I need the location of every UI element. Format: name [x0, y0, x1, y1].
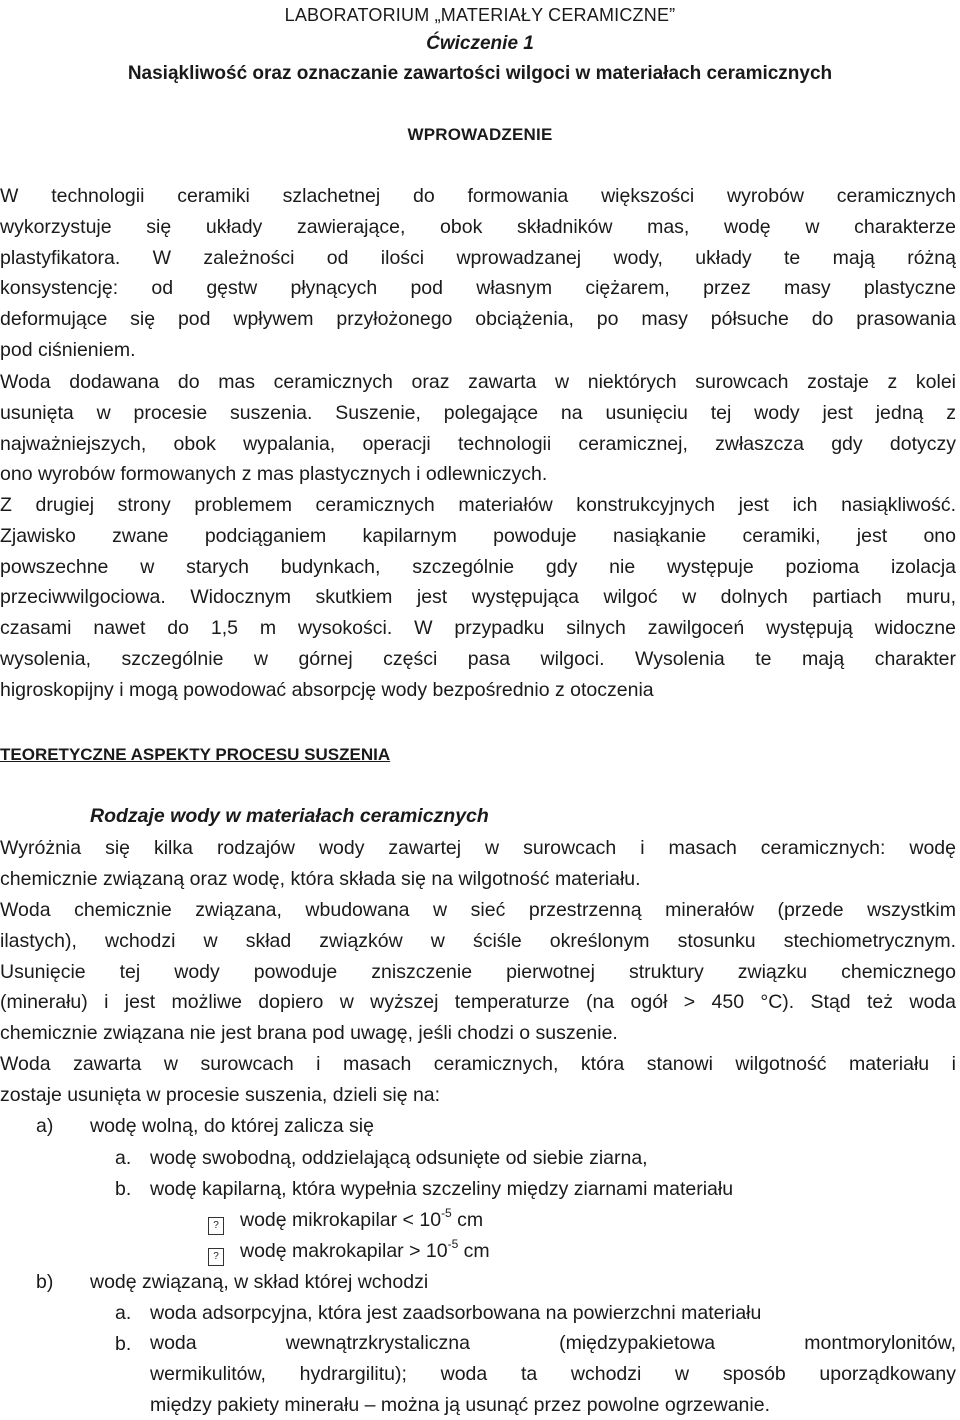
list-marker-a1: a. — [115, 1147, 132, 1169]
text-line: woda wewnątrzkrystaliczna (międzypakietowa montmorylonitów, — [150, 1332, 956, 1354]
text-line: deformujące się pod wpływem przyłożonego obciążenia, po masy półsuche do prasowania — [0, 308, 956, 331]
list-item-free-water: wodę wolną, do której zalicza się — [90, 1115, 374, 1137]
bullet-text: wodę mikrokapilar < 10 — [240, 1209, 442, 1231]
list-item-adsorption-water: woda adsorpcyjna, która jest zaadsorbowana na powierzchni materiału — [150, 1302, 762, 1324]
text-line: W technologii ceramiki szlachetnej do formowania większości wyrobów ceramicznych — [0, 185, 956, 207]
text-line: wysolenia, szczególnie w górnej części pasa wilgoci. Wysolenia te mają charakter — [0, 647, 956, 670]
text-line: plastyfikatora. W zależności od ilości wprowadzanej wody, układy te mają różną — [0, 246, 956, 269]
text-line: Woda zawarta w surowcach i masach ceramicznych, która stanowi wilgotność materiału i — [0, 1053, 956, 1075]
text-line: ilastych), wchodzi w skład związków w ściśle określonym stosunku stechiometrycznym. — [0, 929, 956, 952]
text-line: Usunięcie tej wody powoduje zniszczenie pierwotnej struktury związku chemicznego — [0, 960, 956, 983]
text-line: wermikulitów, hydrargilitu); woda ta wchodzi w sposób uporządkowany — [150, 1362, 956, 1385]
text-line: konsystencję: od gęstw płynących pod własnym ciężarem, przez masy plastyczne — [0, 277, 956, 300]
text-line: Z drugiej strony problemem ceramicznych materiałów konstrukcyjnych jest ich nasiąkliwość. — [0, 494, 956, 516]
lab-title: LABORATORIUM „MATERIAŁY CERAMICZNE” — [284, 5, 676, 25]
list-marker-a: a) — [36, 1115, 54, 1137]
exponent: -5 — [441, 1206, 452, 1220]
exponent: -5 — [447, 1237, 459, 1251]
theory-paragraph-3 — [0, 1049, 956, 1111]
text-line: ono wyrobów formowanych z mas plastycznych i odlewniczych. — [0, 463, 548, 486]
subsection-heading-water-types: Rodzaje wody w materiałach ceramicznych — [90, 805, 489, 827]
theory-paragraph-1 — [0, 833, 956, 895]
text-line: Woda dodawana do mas ceramicznych oraz zawarta w niektórych surowcach zostaje z kolei — [0, 371, 956, 393]
intro-paragraph-1 — [0, 181, 956, 366]
text-line: Woda chemicznie związana, wbudowana w sieć przestrzenną minerałów (przede wszystkim — [0, 899, 956, 921]
text-line: usunięta w procesie suszenia. Suszenie, polegające na usunięciu tej wody jest jedną z — [0, 401, 956, 424]
text-line: wykorzystuje się układy zawierające, obok składników mas, wodę w charakterze — [0, 215, 956, 238]
text-line: pod ciśnieniem. — [0, 338, 136, 361]
text-line: powszechne w starych budynkach, szczególnie gdy nie występuje pozioma izolacja — [0, 555, 956, 578]
list-marker-a2: b. — [115, 1178, 132, 1200]
list-item-microcapillary — [208, 1205, 483, 1235]
missing-glyph-icon: ? — [208, 1248, 224, 1266]
text-line: najważniejszych, obok wypalania, operacji technologii ceramicznej, zwłaszcza gdy dotyczy — [0, 432, 956, 455]
list-marker-b2: b. — [115, 1333, 132, 1355]
text-line: (minerału) i jest możliwe dopiero w wyższej temperaturze (na ogół > 450 °C). Stąd też woda — [0, 991, 956, 1014]
unit: cm — [458, 1240, 490, 1262]
list-item-capillary-water: wodę kapilarną, która wypełnia szczeliny między ziarnami materiału — [150, 1178, 734, 1200]
text-line: czasami nawet do 1,5 m wysokości. W przypadku silnych zawilgoceń występują widoczne — [0, 617, 956, 640]
exercise-number: Ćwiczenie 1 — [426, 33, 534, 54]
list-item-bound-water: wodę związaną, w skład której wchodzi — [90, 1271, 429, 1293]
list-item-loose-water: wodę swobodną, oddzielającą odsunięte od siebie ziarna, — [150, 1147, 648, 1169]
exercise-title: Nasiąkliwość oraz oznaczanie zawartości wilgoci w materiałach ceramicznych — [127, 63, 833, 84]
text-line: Zjawisko zwane podciąganiem kapilarnym powoduje nasiąkanie ceramiki, jest ono — [0, 524, 956, 547]
text-line: Wyróżnia się kilka rodzajów wody zawartej w surowcach i masach ceramicznych: wodę — [0, 837, 956, 859]
text-line: chemicznie związana nie jest brana pod uwagę, jeśli chodzi o suszenie. — [0, 1022, 618, 1045]
list-item-intracrystalline-water — [150, 1328, 956, 1420]
intro-paragraph-2 — [0, 367, 956, 490]
list-marker-b: b) — [36, 1271, 54, 1293]
text-line: między pakiety minerału – można ją usunąć przez powolne ogrzewanie. — [150, 1393, 770, 1416]
text-line: higroskopijny i mogą powodować absorpcję wody bezpośrednio z otoczenia — [0, 678, 654, 701]
bullet-text: wodę makrokapilar > 10 — [240, 1240, 448, 1262]
list-item-macrocapillary — [208, 1236, 490, 1266]
section-heading-intro: WPROWADZENIE — [407, 125, 553, 144]
text-line: chemicznie związaną oraz wodę, która składa się na wilgotność materiału. — [0, 867, 641, 890]
theory-paragraph-2 — [0, 895, 956, 1049]
unit: cm — [451, 1209, 484, 1231]
text-line: przeciwwilgociowa. Widocznym skutkiem jest występująca wilgoć w dolnych partiach muru, — [0, 586, 956, 609]
intro-paragraph-3 — [0, 490, 956, 706]
missing-glyph-icon: ? — [208, 1217, 224, 1235]
section-heading-theory: TEORETYCZNE ASPEKTY PROCESU SUSZENIA — [0, 745, 391, 764]
list-marker-b1: a. — [115, 1302, 132, 1324]
text-line: zostaje usunięta w procesie suszenia, dzieli się na: — [0, 1083, 441, 1106]
